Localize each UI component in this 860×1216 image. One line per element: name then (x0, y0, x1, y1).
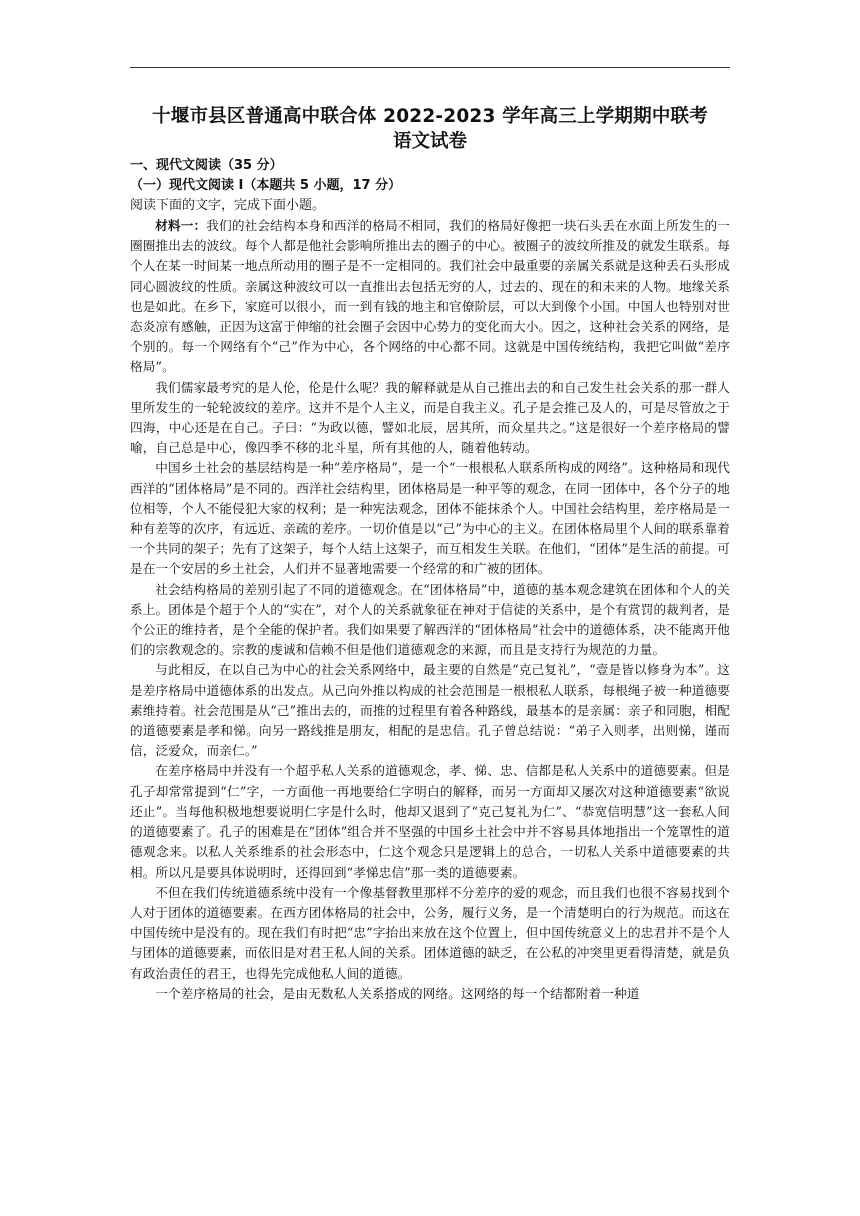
document-body (130, 156, 730, 1004)
paragraph-1-text: 我们的社会结构本身和西洋的格局不相同，我们的格局好像把一块石头丢在水面上所发生的一圈圈推出去的波纹。每个人都是他社会影响所推出去的圈子的中心。被圈子的波纹所推及的就发生联系。每个人在某一时间某一地点所动用的圈子是不一定相同的。我们社会中最重要的亲属关系就是这种丢石头形成同心圆波纹的性质。亲属这种波纹可以一直推出去包括无穷的人，过去的、现在的和未来的人物。地缘关系也是如此。在乡下，家庭可以很小，而一到有钱的地主和官僚阶层，可以大到像个小国。中国人也特别对世态炎凉有感触，正因为这富于伸缩的社会圈子会因中心势力的变化而大小。因之，这种社会关系的网络，是个别的。每一个网络有个“己”作为中心，各个网络的中心都不同。这就是中国传统结构，我把它叫做“差序格局”。 (130, 218, 730, 375)
paragraph-4: 社会结构格局的差别引起了不同的道德观念。在“团体格局”中，道德的基本观念建筑在团体和个人的关系上。团体是个超于个人的“实在”，对个人的关系就象征在神对于信徒的关系中，是个有赏罚的裁判者，是个公正的维持者，是个全能的保护者。我们如果要了解西洋的“团体格局”社会中的道德体系，决不能离开他们的宗教观念的。宗教的虔诚和信赖不但是他们道德观念的来源，而且是支持行为规范的力量。 (130, 581, 730, 658)
paragraph-6: 在差序格局中并没有一个超乎私人关系的道德观念，孝、悌、忠、信都是私人关系中的道德要素。但是孔子却常常提到“仁”字，一方面他一再地要给仁字明白的解释，而另一方面却又屡次对这种道德要素“欲说还止”。当每他积极地想要说明仁字是什么时，他却又退到了“克己复礼为仁”、“恭宽信明慧”这一套私人间的道德要素了。孔子的困难是在“团体”组合并不坚强的中国乡土社会中并不容易具体地指出一个笼罩性的道德观念来。以私人关系维系的社会形态中，仁这个观念只是逻辑上的总合，一切私人关系中道德要素的共相。所以凡是要具体说明时，还得回到“孝悌忠信”那一类的道德要素。 (130, 763, 730, 880)
reading-instruction: 阅读下面的文字，完成下面小题。 (130, 198, 326, 213)
paragraph-7: 不但在我们传统道德系统中没有一个像基督教里那样不分差序的爱的观念，而且我们也很不容易找到个人对于团体的道德要素。在西方团体格局的社会中，公务，履行义务，是一个清楚明白的行为规范。而这在中国传统中是没有的。现在我们有时把“忠”字抬出来放在这个位置上，但中国传统意义上的忠君并不是个人与团体的道德要素，而依旧是对君王私人间的关系。团体道德的缺乏，在公私的冲突里更看得清楚，就是负有政治责任的君王，也得先完成他私人间的道德。 (130, 884, 730, 981)
title-line-2: 语文试卷 (392, 131, 467, 152)
exam-title (0, 104, 860, 154)
section-heading: 一、现代文阅读（35 分） (130, 158, 283, 173)
paragraph-5: 与此相反，在以自己为中心的社会关系网络中，最主要的自然是“克己复礼”，“壹是皆以修身为本”。这是差序格局中道德体系的出发点。从己向外推以构成的社会范围是一根根私人联系，每根绳子被一种道德要素维持着。社会范围是从“己”推出去的，而推的过程里有着各种路线，最基本的是亲属：亲子和同胞，相配的道德要素是孝和悌。向另一路线推是朋友，相配的是忠信。孔子曾总结说：“弟子入则孝，出则悌，谨而信，泛爱众，而亲仁。” (130, 662, 730, 759)
header-rule (130, 67, 730, 68)
sub-heading: （一）现代文阅读 I（本题共 5 小题，17 分） (130, 178, 402, 193)
paragraph-8: 一个差序格局的社会，是由无数私人关系搭成的网络。这网络的每一个结都附着一种道 (155, 985, 640, 1001)
paragraph-3: 中国乡土社会的基层结构是一种“差序格局”，是一个“一根根私人联系所构成的网络”。这种格局和现代西洋的“团体格局”是不同的。西洋社会结构里，团体格局是一种平等的观念，在同一团体中，各个分子的地位相等，个人不能侵犯大家的权利；是一种宪法观念，团体不能抹杀个人。中国社会结构里，差序格局是一种有差等的次序，有远近、亲疏的差序。一切价值是以“己”为中心的主义。在团体格局里个人间的联系靠着一个共同的架子；先有了这架子，每个人结上这架子，而互相发生关联。在他们，“团体”是生活的前提。可是在一个安居的乡土社会，人们并不显著地需要一个经常的和广被的团体。 (130, 460, 730, 577)
paragraph-2: 我们儒家最考究的是人伦，伦是什么呢？我的解释就是从自己推出去的和自己发生社会关系的那一群人里所发生的一轮轮波纹的差序。这并不是个人主义，而是自我主义。孔子是会推己及人的，可是尽管放之于四海，中心还是在自己。子曰：“为政以德，譬如北辰，居其所，而众星共之。”这是很好一个差序格局的譬喻，自己总是中心，像四季不移的北斗星，所有其他的人，随着他转动。 (130, 379, 730, 456)
material-label: 材料一： (155, 218, 207, 233)
paragraph-1 (130, 216, 730, 378)
title-line-1: 十堰市县区普通高中联合体 2022-2023 学年高三上学期期中联考 (152, 106, 708, 127)
